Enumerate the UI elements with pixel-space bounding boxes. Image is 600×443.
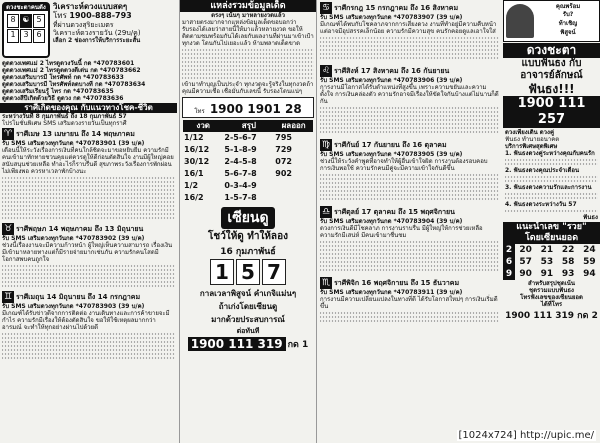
sign-sms: รับ SMS เสริมดวงทุกวันกด *470783905 (39 บ/ค) [320, 151, 463, 158]
sign-date: ราศีพิจิก 16 พฤศจิกายน ถึง 15 ธันวาคม [334, 279, 460, 287]
service-row: ดูดดวงเพศแม่ 2 ไทรดูดดวงดีเด่น กด *470783662 [2, 67, 141, 74]
phone-label: โทร [53, 11, 67, 20]
table-header: งวด [196, 121, 210, 130]
tips-header: แหล่งรวมข้อมูลเด็ด [180, 0, 316, 12]
service-row: ดูดดวงสีปีเกิดด้วยวิธี ดูดวง กด *470783636 [2, 95, 124, 102]
header-phone: 1900-888-793 [69, 11, 132, 20]
tips-subheader: ตรงๆ เน้นๆ มาหลายงวดแล้ว [211, 12, 285, 19]
rich-number-grid [503, 244, 600, 280]
sian-line-3: มากด้วยประสบการณ์ [211, 315, 285, 324]
ad-sub-2: ฟันธง ทำนายอนาคต [505, 136, 560, 143]
sian-line-1: กาลเวลาพิสูจน์ คำเกจิแม่นๆ [199, 289, 297, 298]
column-ad-right [503, 0, 600, 443]
table-row: 2 20 21 22 24 [503, 244, 600, 256]
tips-phone: 1900 1901 28 [209, 102, 302, 116]
sign-body: มีเกณฑ์ได้พบกับโชคลาภจากการเสี่ยงดวง งานที่ทำอยู่มีความคืบหน้าแต่อาจมีอุปสรรคเล็กน้อย ความรักมีความสุข คนรักคอยดูแลเอาใจใส่ [320, 21, 497, 35]
ad-title-1: ดวงชะตา [503, 43, 600, 58]
tips-phone-box [182, 97, 314, 118]
logo-top-text: ดวงชะตาคนดัง [4, 4, 48, 11]
corner-line-3: ท้าเชิญ [558, 20, 578, 27]
sign-date: ราศีสิงห์ 17 สิงหาคม ถึง 16 กันยายน [334, 67, 450, 75]
sign-sms: รับ SMS เสริมดวงทุกวันกด *470783911 (39 บ/ค) [320, 289, 463, 296]
section-line-3: โปรโมชั่นพิเศษ SMS เสริมดวงรายวันเป็นทุกราศี [2, 120, 127, 127]
ad-phone: 1900 111 257 [503, 96, 600, 128]
sign-entry [0, 222, 177, 290]
person-photo-icon [506, 4, 534, 38]
column-lottery-middle [179, 0, 317, 443]
sign-entry [318, 0, 501, 63]
corner-line-4: พิสูจน์ [560, 29, 576, 36]
ad-item: 1. ฟันธงดวงคู่ระหว่างคุณกับคนรัก [505, 150, 595, 157]
sign-date: ราศีพฤษภ 14 พฤษภาคม ถึง 13 มิถุนายน [16, 225, 144, 233]
gemini-icon: ♊ [3, 292, 13, 302]
header-line-3: ที่ผ่านดวงสุริยะเมตร [53, 21, 114, 29]
tips-body-2: เข้ามาทำบุญเป็นประจำ ทุกงวดจะรู้จริงในทุกงวดถ้าคุณมีความเชื่อ เชื่อมั่นกับเลขนี้ รับรองโดนแน่ๆ [182, 81, 314, 95]
sian-tagline: โชว์ให้ดู ทำให้ลอง [208, 231, 288, 242]
sian-phone: 1900 111 319 [188, 337, 286, 351]
sign-date: ราศีเมถุน 14 มิถุนายน ถึง 14 กรกฎาคม [16, 293, 141, 301]
sign-date: ราศีเมษ 13 เมษายน ถึง 14 พฤษภาคม [16, 130, 135, 138]
corner-line-2: รับ? [562, 11, 574, 18]
sign-sms: รับ SMS เสริมดวงทุกวันกด *470783901 (39 บ/ค) [2, 140, 145, 147]
header-block [0, 0, 177, 60]
ad-item: 2. ฟันธงดวงคุณประจำเดือน [505, 167, 580, 174]
ad-title-3: อาจารย์ลักษณ์ [520, 70, 583, 81]
sian-phone-tag: กด 1 [287, 340, 309, 350]
promo-line-1: สำหรับสรุปชุดเน้น [528, 280, 575, 287]
sign-entry [0, 290, 177, 362]
sian-logo: เซียนดู [221, 207, 274, 229]
sign-entry [318, 275, 501, 326]
service-row: ดูดดวงเสริมบารมี ไทรศัพท์ลดบางที กด *470783634 [2, 81, 146, 88]
call-label: ต่อทันที [236, 327, 260, 335]
virgo-icon: ♍ [321, 140, 331, 150]
sian-banner [182, 207, 314, 351]
sign-date: ราศีกรกฎ 15 กรกฎาคม ถึง 16 สิงหาคม [334, 4, 459, 12]
table-row: 6 57 53 58 59 [503, 256, 600, 268]
aries-icon: ♈ [3, 129, 13, 139]
sign-body: ดวงการเงินดีมีโชคลาภ การงานราบรื่น มีผู้ใหญ่ให้การช่วยเหลือ ความรักมีเสน่ห์ มีคนเข้ามาชื่นชม [320, 225, 483, 239]
column-horoscope-right [318, 0, 501, 443]
sign-date: ราศีตุลย์ 17 ตุลาคม ถึง 15 พฤศจิกายน [334, 208, 455, 216]
section-line-2: ระหว่างวันที่ 8 กุมภาพันธ์ ถึง 18 กุมภาพันธ์ 57 [2, 113, 127, 120]
sign-entry [318, 204, 501, 275]
digit: 7 [262, 259, 286, 285]
digit: 1 [210, 259, 234, 285]
section-title: ราศีเกิดของคุณ กับแนวทางโชค-ชีวิต [0, 103, 177, 113]
promo-line-4: ได้ที่โทร [540, 301, 563, 308]
promo-phone: 1900 111 319 กด 2 [505, 311, 598, 321]
table-row: 1/2 0-3-4-9 [184, 181, 257, 190]
sian-line-2: ถ้าเก่งโดยเซียนดู [218, 302, 278, 311]
rich-box-title-2: โดยเซียนยอด [503, 233, 600, 244]
sign-body: เดือนนี้ให้ระวังเรื่องการเงินที่คนใกล้ชิดจะมาขอหยิบยืม ความรักมีคนเข้ามาทักทายชวนคุยแต่ควรดูให้ดีก่อนตัดสินใจ งานมีผู้ใหญ่คอยสนับสนุนช่วยเหลือ ทำอะไรก็ราบรื่นดี สุขภาพระวังเรื่องการพักผ่อนไม่เพียงพอ ควรหาเวลาพักบ้างนะ [2, 147, 174, 175]
scorpio-icon: ♏ [321, 278, 331, 288]
header-title: วิเคราะห์ดวงแบบสดๆ [53, 2, 128, 11]
sign-body: มีเกณฑ์ได้รับข่าวดีจากการติดต่อ งานเดินทางและการค้าขายจะมีกำไร ความรักมีเรื่องให้ต้องตัดสินใจ ขอให้ใช้เหตุผลมากกว่าอารมณ์ จะทำให้ทุกอย่างผ่านไปด้วยดี [2, 310, 170, 331]
service-list [0, 60, 177, 102]
rich-box-title: แนะนำเลข "รวย" [503, 222, 600, 233]
sign-entry [0, 127, 177, 222]
sian-phone-row [182, 337, 314, 351]
table-row: 1/12 2-5-6-7 795 [184, 133, 292, 142]
corner-line-1: คุณพร้อม [555, 3, 581, 10]
sign-entry [318, 63, 501, 137]
service-row: ดูดดวงเสริมบารมี โทรศัพท์ กด *470783633 [2, 74, 124, 81]
table-header: สรุป [241, 121, 256, 130]
sian-date: 16 กุมภาพันธ์ [220, 247, 276, 257]
table-row: 30/12 2-4-5-8 072 [184, 157, 292, 166]
logo-grid: 8 ☯ 5 1 3 6 [4, 14, 48, 43]
tips-body: มาสายตรงมากจากแหล่งข้อมูลเด็ดขอบอกว่า รับรองได้เลยว่าสายนี้ให้มาแล้วหลายงวด ขอให้ติดตามชมพร้อมกันได้เลยกับผลงานที่ผ่านมาเข้าเป้าทุกงวด โดนกันไปเยอะแล้ว ห้ามพลาดเด็ดขาด [182, 19, 314, 47]
service-row: ดูดดวงเสริมเรียนรู้ ไทร กด *470783635 [2, 88, 114, 95]
ad-corner [503, 0, 600, 42]
ad-item-tail: ฟันธง [583, 214, 598, 221]
ad-item: 3. ฟันธงดวงความรักและการงาน [505, 184, 592, 191]
ad-sub-3: บริการพิเศษสุดพิเศษ [505, 143, 558, 150]
sign-body: การงานมีโอกาสได้รับตำแหน่งที่สูงขึ้น เพราะความขยันและความตั้งใจ การเงินคล่องตัว ความรักอาจมีเรื่องให้ขัดใจกันบ้างแต่ไม่นานก็ดีกัน [320, 84, 499, 105]
ad-item: 4. ฟันธงดวงระหว่างวัน 57 [505, 201, 577, 208]
digit: 5 [236, 259, 260, 285]
image-stamp: [1024x724] http://upic.me/ [458, 430, 594, 441]
ad-title-4: ฟันธง!!! [528, 82, 575, 96]
table-row: 16/1 5-6-7-8 902 [184, 169, 292, 178]
header-line-5: เลือก 2 ช่องการให้บริการระยะสั้น [53, 37, 141, 44]
header-phone-line [53, 11, 175, 21]
table-header: ผลออก [281, 121, 306, 130]
sign-body: การงานมีความเปลี่ยนแปลงในทางที่ดี ได้รับโอกาสใหม่ๆ การเงินเริ่มดีขึ้น [320, 296, 498, 310]
header-line-4: วิเคราะห์ดวงรายวัน (29บ/ค) [53, 29, 141, 37]
sign-date: ราศีกันย์ 17 กันยายน ถึง 16 ตุลาคม [334, 141, 447, 149]
sign-entry [318, 137, 501, 204]
sign-sms: รับ SMS เสริมดวงทุกวันกด *470783902 (39 บ/ค) [2, 235, 145, 242]
phone-label: โทร [194, 108, 205, 115]
header-text [53, 2, 175, 58]
ad-items [503, 150, 600, 221]
ad-title-2: แบบฟันธง กับ [521, 58, 582, 69]
logo-badge [2, 2, 50, 58]
taurus-icon: ♉ [3, 224, 13, 234]
leo-icon: ♌ [321, 66, 331, 76]
column-horoscope-left [0, 0, 177, 443]
sian-digits [182, 259, 314, 285]
table-row: 16/2 1-5-7-8 [184, 193, 257, 202]
libra-icon: ♎ [321, 207, 331, 217]
service-row: ดูดดวงเพศแม่ 2 ไทรดูดวงวันนี้ กด *470783601 [2, 60, 135, 67]
table-row: 16/12 5-1-8-9 729 [184, 145, 292, 154]
sign-sms: รับ SMS เสริมดวงทุกวันกด *470783906 (39 บ/ค) [320, 77, 463, 84]
ad-sub-1: ดวงเพียงเดิน ดวงคู่ [505, 129, 554, 136]
cancer-icon: ♋ [321, 3, 331, 13]
results-table [183, 120, 313, 204]
sign-sms: รับ SMS เสริมดวงทุกวันกด *470783904 (39 บ/ค) [320, 218, 463, 225]
table-row: 9 90 91 93 94 [503, 268, 600, 280]
sign-sms: รับ SMS เสริมดวงทุกวันกด *470783907 (39 บ/ค) [320, 14, 463, 21]
promo-line-3: โทรฟังเลขของเซียนยอด [520, 294, 583, 301]
sign-sms: รับ SMS เสริมดวงทุกวันกด *470783903 (39 บ/ค) [2, 303, 145, 310]
sign-body: ช่วงนี้ให้ระวังคำพูดที่อาจทำให้ผู้อื่นเข้าใจผิด การงานต้องรอบคอบ การเงินพอใช้ ความรักคนมีคู่จะมีความเข้าใจกันดีขึ้น [320, 158, 488, 172]
sign-body: ช่วงนี้เรื่องงานจะมีความก้าวหน้า ผู้ใหญ่เห็นความสามารถ เรื่องเงินมีเข้ามาหลายทางแต่ก็มีรายจ่ายมากเช่นกัน ความรักคนโสดมีโอกาสพบคนถูกใจ [2, 242, 173, 263]
promo-line-2: ชุดรวมแบบฟันธง [529, 287, 574, 294]
